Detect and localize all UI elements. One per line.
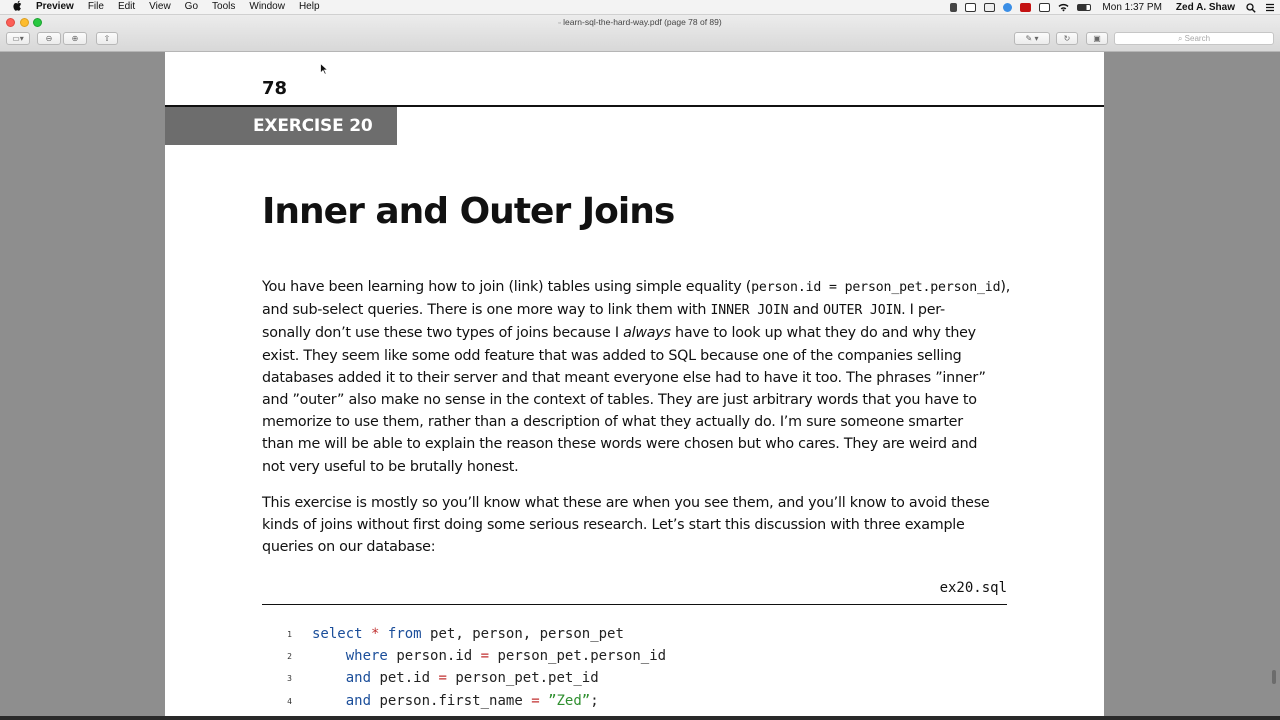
menu-edit[interactable]: Edit [117,1,136,12]
text-line: memorize to use them, rather than a description of what they actually do. I’m sure someone smarter [262,414,963,431]
zoom-in-icon: ⊕ [71,34,79,43]
body-paragraph-1 [262,276,1010,478]
vertical-scrollbar[interactable] [1272,670,1276,684]
code-line: 1 select * from pet, person, person_pet [262,623,624,645]
text-line: You have been learning how to join (link) tables using simple equality (person.id = person_pet.person_id), [262,279,1010,295]
line-number: 4 [287,697,292,706]
search-placeholder: Search [1184,34,1211,43]
window-title-text: learn-sql-the-hard-way.pdf (page 78 of 89) [563,17,722,27]
menu-window[interactable]: Window [249,1,285,12]
display-icon[interactable] [984,3,995,12]
sidebar-icon: ▭▾ [12,34,24,43]
wifi-icon[interactable] [1058,3,1069,12]
code-listing-filename: ex20.sql [939,580,1007,596]
zoom-out-button[interactable] [37,32,61,45]
status-area [946,0,1280,15]
body-paragraph-2 [262,492,1010,559]
text-line: than me will be able to explain the reason these words were chosen but who cares. They are weird and [262,436,978,453]
apple-menu-icon[interactable] [0,0,36,14]
code-line: 3 and pet.id = person_pet.pet_id [262,667,599,689]
window-bottom-edge [0,716,1280,720]
text-line: This exercise is mostly so you’ll know what these are when you see them, and you’ll know to avoid these [262,495,990,511]
text-line: and sub-select queries. There is one more way to link them with INNER JOIN and OUTER JOIN. I per- [262,302,945,319]
search-icon: ⌕ [1177,34,1183,43]
notification-center-icon[interactable] [1265,3,1276,12]
pdf-page [165,52,1104,716]
battery-icon[interactable] [1077,4,1091,11]
text-line: exist. They seem like some odd feature that was added to SQL because one of the companies selling [262,347,962,364]
share-icon: ⇧ [103,34,111,43]
evernote-icon[interactable] [950,3,957,12]
pdf-file-icon: ▫ [558,20,561,27]
window-toolbar [0,15,1280,52]
document-viewport[interactable] [0,52,1280,720]
chrome-icon[interactable] [1003,3,1012,12]
text-line: sonally don’t use these two types of joins because I always have to look up what they do and why they [262,325,976,342]
text-line: kinds of joins without first doing some serious research. Let’s start this discussion with three example [262,517,965,534]
window-title [0,17,1280,27]
code-line: 2 where person.id = person_pet.person_id [262,645,666,667]
text-line: databases added it to their server and that meant everyone else had to have it too. The phrases ”inner” [262,369,986,386]
rotate-icon: ↻ [1063,34,1071,43]
record-icon[interactable] [1020,3,1031,12]
chapter-title: Inner and Outer Joins [262,191,675,232]
spotlight-icon[interactable] [1246,3,1257,12]
code-listing-rule [262,604,1007,605]
text-line: queries on our database: [262,539,436,556]
menu-go[interactable]: Go [184,1,199,12]
toolbox-button[interactable] [1086,32,1108,45]
text-line: and ”outer” also make no sense in the context of tables. They are just arbitrary words that you have to [262,392,977,409]
code-line: 4 and person.first_name = ”Zed”; [262,690,599,712]
line-number: 3 [287,674,292,683]
share-button[interactable] [96,32,118,45]
page-number: 78 [262,78,288,99]
camera-icon[interactable] [965,3,976,12]
airplay-icon[interactable] [1039,3,1050,12]
line-number: 1 [287,630,292,639]
line-number: 2 [287,652,292,661]
text-line: not very useful to be brutally honest. [262,458,519,475]
menu-clock[interactable]: Mon 1:37 PM [1102,2,1162,13]
menu-app-preview[interactable]: Preview [36,1,74,12]
rotate-button[interactable] [1056,32,1078,45]
search-input[interactable] [1114,32,1274,45]
markup-pen-button[interactable] [1014,32,1050,45]
exercise-label: EXERCISE 20 [165,107,397,145]
mouse-pointer-icon [320,63,328,75]
zoom-out-icon: ⊖ [45,34,53,43]
menu-bar [0,0,1280,15]
zoom-in-button[interactable] [63,32,87,45]
menu-view[interactable]: View [149,1,171,12]
menu-user[interactable]: Zed A. Shaw [1175,2,1235,13]
sidebar-toggle-button[interactable] [6,32,30,45]
toolbox-icon: ▣ [1093,34,1101,43]
menu-file[interactable]: File [87,1,104,12]
pen-icon: ✎ ▾ [1025,34,1039,43]
menu-help[interactable]: Help [298,1,320,12]
menu-tools[interactable]: Tools [212,1,236,12]
